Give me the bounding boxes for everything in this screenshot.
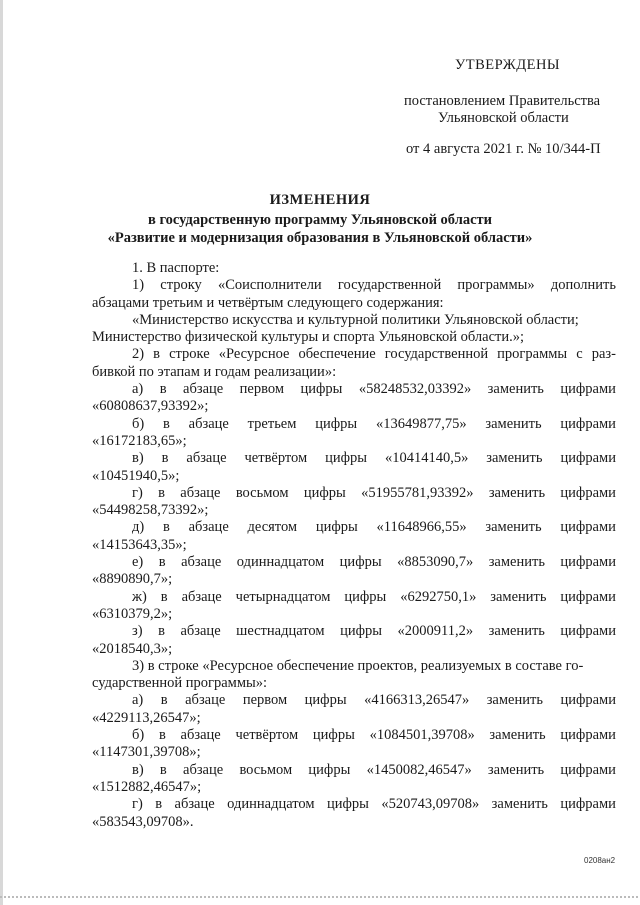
word: а) <box>132 381 144 398</box>
word: заменить <box>490 588 547 605</box>
amendment-item <box>92 554 616 571</box>
word: абзаце <box>181 588 222 605</box>
paragraph-line: Министерство физической культуры и спорта Ульяновской области.»; <box>92 329 525 346</box>
word: восьмом <box>239 761 293 778</box>
word: «520743,09708» <box>381 796 480 813</box>
word: «13649877,75» <box>375 415 467 432</box>
approval-by-line2: Ульяновской области <box>438 110 569 126</box>
word: цифры <box>304 692 347 709</box>
word: абзаце <box>185 692 226 709</box>
paragraph-line: сударственной программы»: <box>92 675 268 692</box>
paragraph-line: бивкой по этапам и годам реализации»: <box>92 363 337 380</box>
word: в <box>158 623 165 640</box>
word: в <box>163 415 170 432</box>
word: одиннадцатом <box>227 796 315 813</box>
word: з) <box>132 623 143 640</box>
word: ж) <box>132 588 147 605</box>
word: цифрами <box>560 623 616 640</box>
word: цифры <box>315 519 358 536</box>
word: абзаце <box>180 623 221 640</box>
word: в <box>158 727 166 744</box>
word: первом <box>239 381 285 398</box>
word: «1450082,46547» <box>366 761 472 778</box>
word: в <box>155 796 163 813</box>
word: цифрами <box>560 519 616 536</box>
word: цифрами <box>560 415 616 432</box>
word: цифры <box>340 623 383 640</box>
word: в <box>160 692 168 709</box>
word: абзаце <box>181 554 222 571</box>
word: строке <box>169 346 210 363</box>
amendment-item <box>92 623 616 640</box>
document-body <box>92 260 616 831</box>
word: в <box>161 450 169 467</box>
word: абзаце <box>188 415 229 432</box>
word: заменить <box>486 450 543 467</box>
word: цифрами <box>560 450 616 467</box>
word: дополнить <box>550 277 616 294</box>
word: цифрами <box>560 381 616 398</box>
word: абзаце <box>174 796 215 813</box>
word: г) <box>132 796 143 813</box>
word: абзаце <box>183 761 224 778</box>
word: «11648966,55» <box>376 519 467 536</box>
word: шестнадцатом <box>236 623 325 640</box>
word: первом <box>242 692 288 709</box>
word: в) <box>132 761 144 778</box>
word: строку <box>160 277 202 294</box>
word: «4166313,26547» <box>364 692 470 709</box>
approval-by-line1: постановлением Правительства <box>404 93 601 109</box>
word: цифрами <box>560 796 616 813</box>
word: абзаце <box>186 450 227 467</box>
word: четырнадцатом <box>235 588 331 605</box>
word: заменить <box>489 727 546 744</box>
word: заменить <box>491 796 548 813</box>
word: в <box>159 761 167 778</box>
word: заменить <box>488 484 546 501</box>
word: одиннадцатом <box>236 554 325 571</box>
word: десятом <box>247 519 298 536</box>
paragraph-line: абзацами третьим и четвёртым следующего содержания: <box>92 294 444 311</box>
paragraph-line: 3) в строке «Ресурсное обеспечение проектов, реализуемых в составе го- <box>132 657 584 674</box>
word: государственной <box>337 277 442 294</box>
word: цифры <box>312 727 355 744</box>
word: цифрами <box>560 484 616 501</box>
word: цифры <box>308 761 351 778</box>
word: цифры <box>339 554 382 571</box>
word: «6292750,1» <box>400 588 477 605</box>
amendment-item-value: «2018540,3»; <box>92 640 173 657</box>
amendment-item-value: «54498258,73392»; <box>92 502 209 519</box>
word: программы <box>497 346 568 363</box>
word: б) <box>132 415 145 432</box>
scan-edge <box>0 0 3 905</box>
word: заменить <box>488 623 545 640</box>
amendment-item-value: «14153643,35»; <box>92 536 187 553</box>
word: государственной <box>384 346 489 363</box>
word: цифры <box>344 588 387 605</box>
word: цифрами <box>560 727 616 744</box>
word: цифры <box>325 450 368 467</box>
document-subtitle-line1: в государственную программу Ульяновской области <box>147 212 492 228</box>
word: цифры <box>315 415 358 432</box>
word: программы» <box>457 277 535 294</box>
amendment-item <box>92 796 616 813</box>
amendment-item-value: «1147301,39708»; <box>92 744 201 761</box>
word: абзаце <box>180 727 221 744</box>
word: в) <box>132 450 144 467</box>
word: заменить <box>487 381 544 398</box>
document-subtitle-line2: «Развитие и модернизация образования в Ульяновской области» <box>107 230 533 246</box>
paragraph-line <box>92 346 616 363</box>
word: цифрами <box>560 692 616 709</box>
word: цифры <box>300 381 343 398</box>
approval-date-number: от 4 августа 2021 г. № 10/344-П <box>406 141 601 157</box>
word: «Ресурсное <box>218 346 290 363</box>
word: абзаце <box>180 484 221 501</box>
amendment-item <box>92 519 616 536</box>
paragraph-line: «Министерство искусства и культурной политики Ульяновской области; <box>132 311 579 328</box>
approval-title: УТВЕРЖДЕНЫ <box>455 57 561 73</box>
amendment-item <box>92 416 616 433</box>
word: «51955781,93392» <box>361 484 474 501</box>
amendment-item <box>92 762 616 779</box>
word: «8853090,7» <box>397 554 474 571</box>
word: «10414140,5» <box>384 450 469 467</box>
amendment-item-value: «4229113,26547»; <box>92 709 201 726</box>
word: цифрами <box>560 761 616 778</box>
amendment-item <box>92 589 616 606</box>
word: а) <box>132 692 144 709</box>
word: 1) <box>132 277 145 294</box>
scan-bottom-edge <box>0 896 640 898</box>
word: заменить <box>488 554 545 571</box>
word: «1084501,39708» <box>369 727 475 744</box>
word: в <box>158 484 165 501</box>
amendment-item <box>92 381 616 398</box>
word: 2) <box>132 346 145 363</box>
word: раз- <box>591 346 616 363</box>
word: в <box>159 381 167 398</box>
word: в <box>160 588 168 605</box>
amendment-item-value: «16172183,65»; <box>92 432 187 449</box>
amendment-item-value: «583543,09708». <box>92 813 194 830</box>
word: е) <box>132 554 144 571</box>
word: обеспечение <box>298 346 376 363</box>
word: заменить <box>486 692 543 709</box>
amendment-item-value: «8890890,7»; <box>92 571 173 588</box>
word: третьем <box>247 415 297 432</box>
amendment-item-value: «1512882,46547»; <box>92 778 202 795</box>
footer-code: 0208ан2 <box>584 856 616 865</box>
word: абзаце <box>188 519 229 536</box>
word: г) <box>132 484 143 501</box>
word: четвёртом <box>244 450 308 467</box>
word: заменить <box>485 519 542 536</box>
word: б) <box>132 727 145 744</box>
word: в <box>162 519 170 536</box>
word: цифры <box>303 484 346 501</box>
word: «2000911,2» <box>397 623 474 640</box>
amendment-item-value: «10451940,5»; <box>92 467 180 484</box>
amendment-item <box>92 485 616 502</box>
word: цифрами <box>560 554 616 571</box>
word: «Соисполнители <box>217 277 322 294</box>
paragraph-line <box>92 277 616 294</box>
word: д) <box>132 519 145 536</box>
word: в <box>153 346 161 363</box>
word: цифрами <box>560 588 616 605</box>
word: четвёртом <box>235 727 299 744</box>
word: «58248532,03392» <box>358 381 472 398</box>
word: в <box>158 554 166 571</box>
word: заменить <box>485 415 542 432</box>
word: заменить <box>487 761 545 778</box>
amendment-item-value: «6310379,2»; <box>92 605 173 622</box>
word: цифры <box>327 796 369 813</box>
amendment-item-value: «60808637,93392»; <box>92 398 209 415</box>
amendment-item <box>92 692 616 709</box>
word: восьмом <box>235 484 289 501</box>
word: с <box>576 346 583 363</box>
document-title: ИЗМЕНЕНИЯ <box>269 192 371 208</box>
section-heading: 1. В паспорте: <box>132 260 220 276</box>
amendment-item <box>92 450 616 467</box>
word: абзаце <box>183 381 224 398</box>
amendment-item <box>92 727 616 744</box>
